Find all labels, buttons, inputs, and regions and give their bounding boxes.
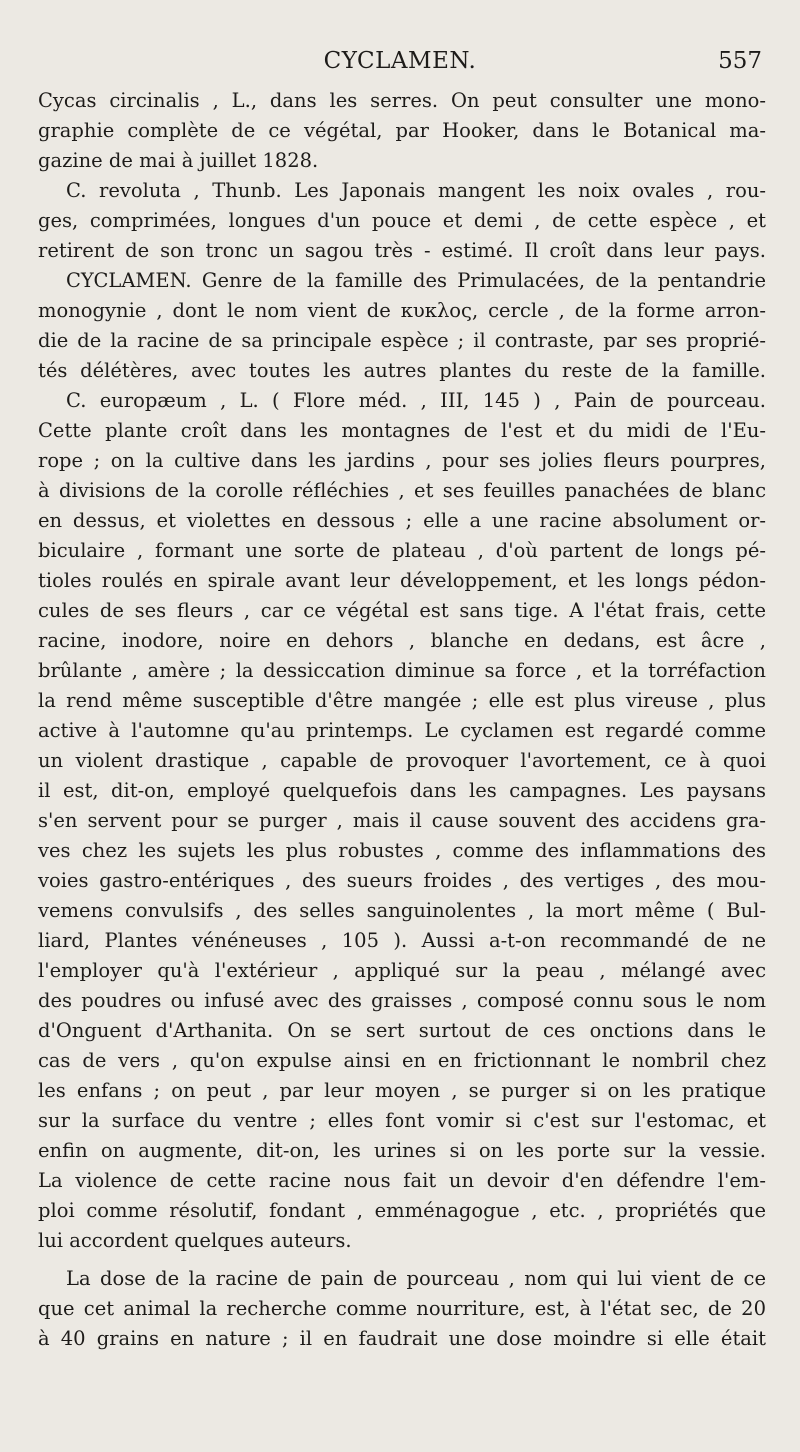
text-line: La dose de la racine de pain de pourceau , nom qui lui vient de ce [66, 1267, 766, 1290]
running-head: CYCLAMEN. [323, 48, 477, 74]
text-line: liard, Plantes vénéneuses , 105 ). Aussi a-t-on recommandé de ne [38, 929, 766, 952]
text-line: la rend même susceptible d'être mangée ; elle est plus vireuse , plus [38, 689, 766, 712]
text-line: Cette plante croît dans les montagnes de l'est et du midi de l'Eu- [38, 419, 766, 442]
text-line: un violent drastique , capable de provoquer l'avortement, ce à quoi [38, 749, 766, 772]
page-header [0, 48, 800, 82]
text-line: cules de ses fleurs , car ce végétal est sans tige. A l'état frais, cette [38, 599, 766, 622]
text-line: des poudres ou infusé avec des graisses , composé connu sous le nom [38, 989, 766, 1012]
text-line: monogynie , dont le nom vient de κυκλος, cercle , de la forme arron- [38, 299, 766, 322]
text-line: vemens convulsifs , des selles sanguinolentes , la mort même ( Bul- [38, 899, 766, 922]
text-line: enfin on augmente, dit-on, les urines si on les porte sur la vessie. [38, 1139, 766, 1162]
text-line: tioles roulés en spirale avant leur développement, et les longs pédon- [38, 569, 766, 592]
text-line: graphie complète de ce végétal, par Hooker, dans le Botanical ma- [38, 119, 766, 142]
text-line: Cycas circinalis , L., dans les serres. On peut consulter une mono- [38, 89, 766, 112]
text-line: sur la surface du ventre ; elles font vomir si c'est sur l'estomac, et [38, 1109, 766, 1132]
text-line: rope ; on la cultive dans les jardins , pour ses jolies fleurs pourpres, [38, 449, 766, 472]
text-line: voies gastro-entériques , des sueurs froides , des vertiges , des mou- [38, 869, 766, 892]
text-line: gazine de mai à juillet 1828. [38, 149, 319, 172]
text-line: CYCLAMEN. Genre de la famille des Primulacées, de la pentandrie [66, 269, 766, 292]
text-line: brûlante , amère ; la dessiccation diminue sa force , et la torréfaction [38, 659, 766, 682]
text-line: l'employer qu'à l'extérieur , appliqué sur la peau , mélangé avec [38, 959, 766, 982]
text-line: die de la racine de sa principale espèce ; il contraste, par ses proprié- [38, 329, 766, 352]
text-line: C. europæum , L. ( Flore méd. , III, 145 ) , Pain de pourceau. [66, 389, 766, 412]
text-line: biculaire , formant une sorte de plateau , d'où partent de longs pé- [38, 539, 766, 562]
text-line: d'Onguent d'Arthanita. On se sert surtout de ces onctions dans le [38, 1019, 766, 1042]
text-line: ves chez les sujets les plus robustes , comme des inflammations des [38, 839, 766, 862]
text-line: lui accordent quelques auteurs. [38, 1229, 352, 1252]
text-line: racine, inodore, noire en dehors , blanche en dedans, est âcre , [38, 629, 766, 652]
text-line: que cet animal la recherche comme nourriture, est, à l'état sec, de 20 [38, 1297, 766, 1320]
text-line: active à l'automne qu'au printemps. Le cyclamen est regardé comme [38, 719, 766, 742]
text-line: à 40 grains en nature ; il en faudrait une dose moindre si elle était [38, 1327, 766, 1350]
text-line: ges, comprimées, longues d'un pouce et demi , de cette espèce , et [38, 209, 766, 232]
text-line: tés délétères, avec toutes les autres plantes du reste de la famille. [38, 359, 766, 382]
text-line: La violence de cette racine nous fait un devoir d'en défendre l'em- [38, 1169, 766, 1192]
body-text [38, 86, 766, 1354]
text-line: s'en servent pour se purger , mais il cause souvent des accidens gra- [38, 809, 766, 832]
text-line: cas de vers , qu'on expulse ainsi en en frictionnant le nombril chez [38, 1049, 766, 1072]
text-line: les enfans ; on peut , par leur moyen , se purger si on les pratique [38, 1079, 766, 1102]
text-line: à divisions de la corolle réfléchies , et ses feuilles panachées de blanc [38, 479, 766, 502]
text-line: ploi comme résolutif, fondant , emménagogue , etc. , propriétés que [38, 1199, 766, 1222]
text-line: il est, dit-on, employé quelquefois dans les campagnes. Les paysans [38, 779, 766, 802]
page-number: 557 [718, 48, 762, 74]
text-line: retirent de son tronc un sagou très - estimé. Il croît dans leur pays. [38, 239, 766, 262]
text-line: en dessus, et violettes en dessous ; elle a une racine absolument or- [38, 509, 766, 532]
text-line: C. revoluta , Thunb. Les Japonais mangent les noix ovales , rou- [66, 179, 766, 202]
